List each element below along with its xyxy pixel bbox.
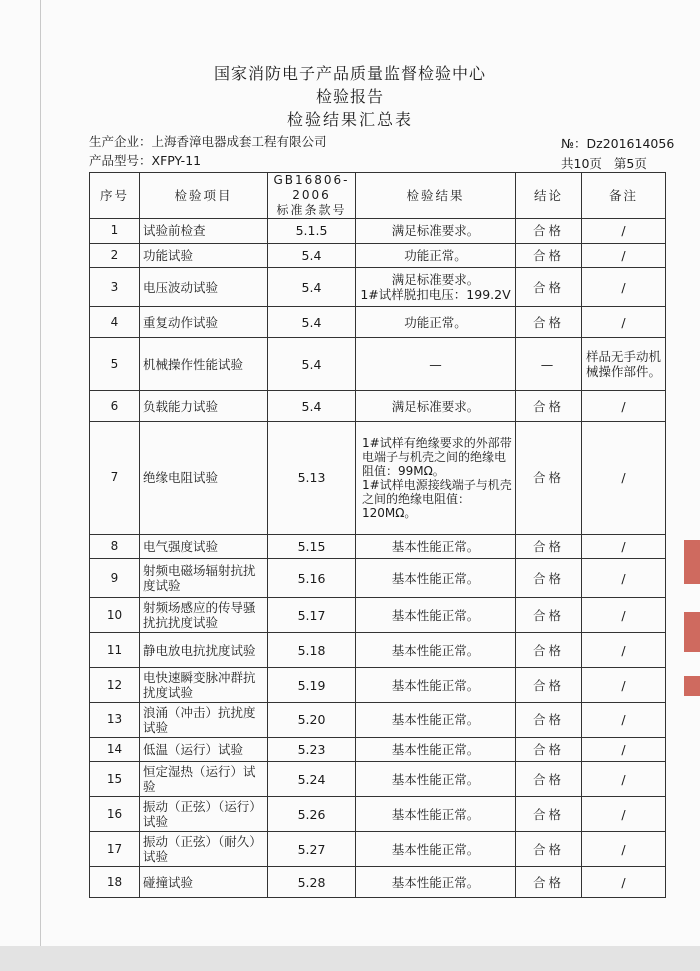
- header-standard-clause: [268, 173, 356, 219]
- model-line: [89, 151, 201, 169]
- table-row: [90, 633, 666, 668]
- scan-bottom-shadow: [0, 946, 700, 971]
- row-seq: 5: [90, 337, 140, 390]
- row-item: 电气强度试验: [140, 534, 268, 559]
- header-conclusion: 结论: [516, 173, 582, 219]
- row-clause: 5.4: [268, 391, 356, 422]
- row-conclusion: 合格: [516, 867, 582, 898]
- table-header-row: [90, 173, 666, 219]
- row-result: 功能正常。: [356, 307, 516, 338]
- row-item: 振动（正弦）（运行）试验: [140, 797, 268, 832]
- row-result-line: 1#试样电源接线端子与机壳之间的绝缘电阻值：120MΩ。: [362, 477, 512, 520]
- row-clause: 5.4: [268, 337, 356, 390]
- results-summary-table: [89, 172, 666, 898]
- row-seq: 9: [90, 559, 140, 598]
- header-item: 检验项目: [140, 173, 268, 219]
- row-remark: /: [582, 832, 666, 867]
- total-pages: 共10页: [561, 156, 602, 171]
- row-remark: /: [582, 867, 666, 898]
- section-title: 检验结果汇总表: [286, 110, 413, 129]
- row-remark: /: [582, 668, 666, 703]
- row-conclusion: 合格: [516, 268, 582, 307]
- row-clause: 5.17: [268, 598, 356, 633]
- row-item: 低温（运行）试验: [140, 737, 268, 762]
- table-row: [90, 832, 666, 867]
- page-info-line: [561, 154, 647, 172]
- row-item: 碰撞试验: [140, 867, 268, 898]
- table-body: [90, 219, 666, 898]
- manufacturer-label: 生产企业：: [89, 134, 152, 149]
- page-number: 第5页: [613, 156, 647, 171]
- table-row: [90, 307, 666, 338]
- row-conclusion: 合格: [516, 422, 582, 535]
- header-clause-label: 标准条款号: [276, 203, 347, 217]
- row-seq: 1: [90, 219, 140, 244]
- row-remark: /: [582, 559, 666, 598]
- row-result: 基本性能正常。: [356, 534, 516, 559]
- row-conclusion: 合格: [516, 243, 582, 268]
- row-seq: 10: [90, 598, 140, 633]
- row-clause: 5.4: [268, 268, 356, 307]
- row-clause: 5.15: [268, 534, 356, 559]
- row-item: 射频场感应的传导骚扰抗扰度试验: [140, 598, 268, 633]
- row-result: 基本性能正常。: [356, 737, 516, 762]
- row-conclusion: 合格: [516, 737, 582, 762]
- row-remark: 样品无手动机械操作部件。: [582, 337, 666, 390]
- row-clause: 5.18: [268, 633, 356, 668]
- row-result: 基本性能正常。: [356, 832, 516, 867]
- row-seq: 6: [90, 391, 140, 422]
- row-item: 射频电磁场辐射抗扰度试验: [140, 559, 268, 598]
- row-remark: /: [582, 762, 666, 797]
- row-item: 浪涌（冲击）抗扰度试验: [140, 703, 268, 738]
- table-row: [90, 268, 666, 307]
- row-conclusion: 合格: [516, 534, 582, 559]
- row-item: 机械操作性能试验: [140, 337, 268, 390]
- seal-fragment: [684, 540, 700, 584]
- row-remark: /: [582, 219, 666, 244]
- row-clause: 5.4: [268, 307, 356, 338]
- model-label: 产品型号：: [89, 153, 152, 168]
- row-result-line: 1#试样有绝缘要求的外部带电端子与机壳之间的绝缘电阻值：99MΩ。: [362, 435, 512, 478]
- row-remark: /: [582, 598, 666, 633]
- table-row: [90, 422, 666, 535]
- table-row: [90, 703, 666, 738]
- report-number-label: №：: [561, 136, 587, 151]
- institution-title: 国家消防电子产品质量监督检验中心: [213, 64, 486, 83]
- row-remark: /: [582, 703, 666, 738]
- row-item: 恒定湿热（运行）试验: [140, 762, 268, 797]
- row-result: [356, 268, 516, 307]
- row-conclusion: 合格: [516, 307, 582, 338]
- row-seq: 13: [90, 703, 140, 738]
- row-seq: 3: [90, 268, 140, 307]
- row-seq: 12: [90, 668, 140, 703]
- row-clause: 5.24: [268, 762, 356, 797]
- row-seq: 18: [90, 867, 140, 898]
- row-item: 静电放电抗扰度试验: [140, 633, 268, 668]
- seal-fragment: [684, 612, 700, 652]
- row-seq: 7: [90, 422, 140, 535]
- row-clause: 5.27: [268, 832, 356, 867]
- row-conclusion: 合格: [516, 598, 582, 633]
- row-conclusion: 合格: [516, 668, 582, 703]
- header-remark: 备注: [582, 173, 666, 219]
- row-result: 基本性能正常。: [356, 559, 516, 598]
- row-conclusion: 合格: [516, 391, 582, 422]
- table-row: [90, 737, 666, 762]
- row-seq: 8: [90, 534, 140, 559]
- row-seq: 14: [90, 737, 140, 762]
- manufacturer-line: [89, 132, 327, 150]
- table-row: [90, 243, 666, 268]
- row-result: 基本性能正常。: [356, 633, 516, 668]
- report-number-line: [561, 134, 674, 152]
- table-row: [90, 219, 666, 244]
- row-remark: /: [582, 243, 666, 268]
- row-clause: 5.4: [268, 243, 356, 268]
- row-seq: 16: [90, 797, 140, 832]
- row-remark: /: [582, 534, 666, 559]
- row-result: 基本性能正常。: [356, 703, 516, 738]
- row-item: 绝缘电阻试验: [140, 422, 268, 535]
- table-row: [90, 867, 666, 898]
- row-conclusion: —: [516, 337, 582, 390]
- row-remark: /: [582, 633, 666, 668]
- row-seq: 4: [90, 307, 140, 338]
- row-remark: /: [582, 307, 666, 338]
- row-clause: 5.13: [268, 422, 356, 535]
- row-conclusion: 合格: [516, 633, 582, 668]
- row-clause: 5.1.5: [268, 219, 356, 244]
- row-result: 满足标准要求。: [356, 219, 516, 244]
- row-seq: 15: [90, 762, 140, 797]
- row-seq: 2: [90, 243, 140, 268]
- report-number-value: Dz201614056: [586, 136, 675, 151]
- seal-fragment: [684, 676, 700, 696]
- row-conclusion: 合格: [516, 559, 582, 598]
- table-row: [90, 668, 666, 703]
- table-row: [90, 534, 666, 559]
- row-remark: /: [582, 391, 666, 422]
- row-item: 振动（正弦）（耐久）试验: [140, 832, 268, 867]
- row-item: 电压波动试验: [140, 268, 268, 307]
- row-clause: 5.20: [268, 703, 356, 738]
- row-clause: 5.16: [268, 559, 356, 598]
- table-row: [90, 797, 666, 832]
- row-remark: /: [582, 797, 666, 832]
- row-item: 功能试验: [140, 243, 268, 268]
- row-clause: 5.26: [268, 797, 356, 832]
- row-conclusion: 合格: [516, 762, 582, 797]
- table-row: [90, 337, 666, 390]
- row-result-line: 1#试样脱扣电压：199.2V: [360, 287, 511, 303]
- row-result: 基本性能正常。: [356, 867, 516, 898]
- row-conclusion: 合格: [516, 703, 582, 738]
- table-row: [90, 762, 666, 797]
- row-remark: /: [582, 422, 666, 535]
- table-row: [90, 391, 666, 422]
- row-result: 满足标准要求。: [356, 391, 516, 422]
- row-remark: /: [582, 268, 666, 307]
- header-standard-code: GB16806-2006: [273, 173, 350, 202]
- row-clause: 5.23: [268, 737, 356, 762]
- manufacturer-value: 上海香漳电器成套工程有限公司: [151, 134, 327, 149]
- row-seq: 11: [90, 633, 140, 668]
- row-result: 基本性能正常。: [356, 668, 516, 703]
- row-item: 试验前检查: [140, 219, 268, 244]
- report-title: 检验报告: [315, 87, 384, 106]
- row-item: 负载能力试验: [140, 391, 268, 422]
- header-result: 检验结果: [356, 173, 516, 219]
- header-seq: 序号: [90, 173, 140, 219]
- row-item: 电快速瞬变脉冲群抗扰度试验: [140, 668, 268, 703]
- table-row: [90, 559, 666, 598]
- row-result: [356, 422, 516, 535]
- row-result-line: 满足标准要求。: [391, 272, 480, 288]
- row-result: 基本性能正常。: [356, 797, 516, 832]
- row-conclusion: 合格: [516, 219, 582, 244]
- row-conclusion: 合格: [516, 832, 582, 867]
- row-result: 基本性能正常。: [356, 598, 516, 633]
- model-value: XFPY-11: [151, 153, 202, 168]
- row-result: 功能正常。: [356, 243, 516, 268]
- row-remark: /: [582, 737, 666, 762]
- table-row: [90, 598, 666, 633]
- row-item: 重复动作试验: [140, 307, 268, 338]
- row-result: 基本性能正常。: [356, 762, 516, 797]
- row-clause: 5.19: [268, 668, 356, 703]
- row-seq: 17: [90, 832, 140, 867]
- row-clause: 5.28: [268, 867, 356, 898]
- row-conclusion: 合格: [516, 797, 582, 832]
- row-result: —: [356, 337, 516, 390]
- binding-edge: [40, 0, 41, 971]
